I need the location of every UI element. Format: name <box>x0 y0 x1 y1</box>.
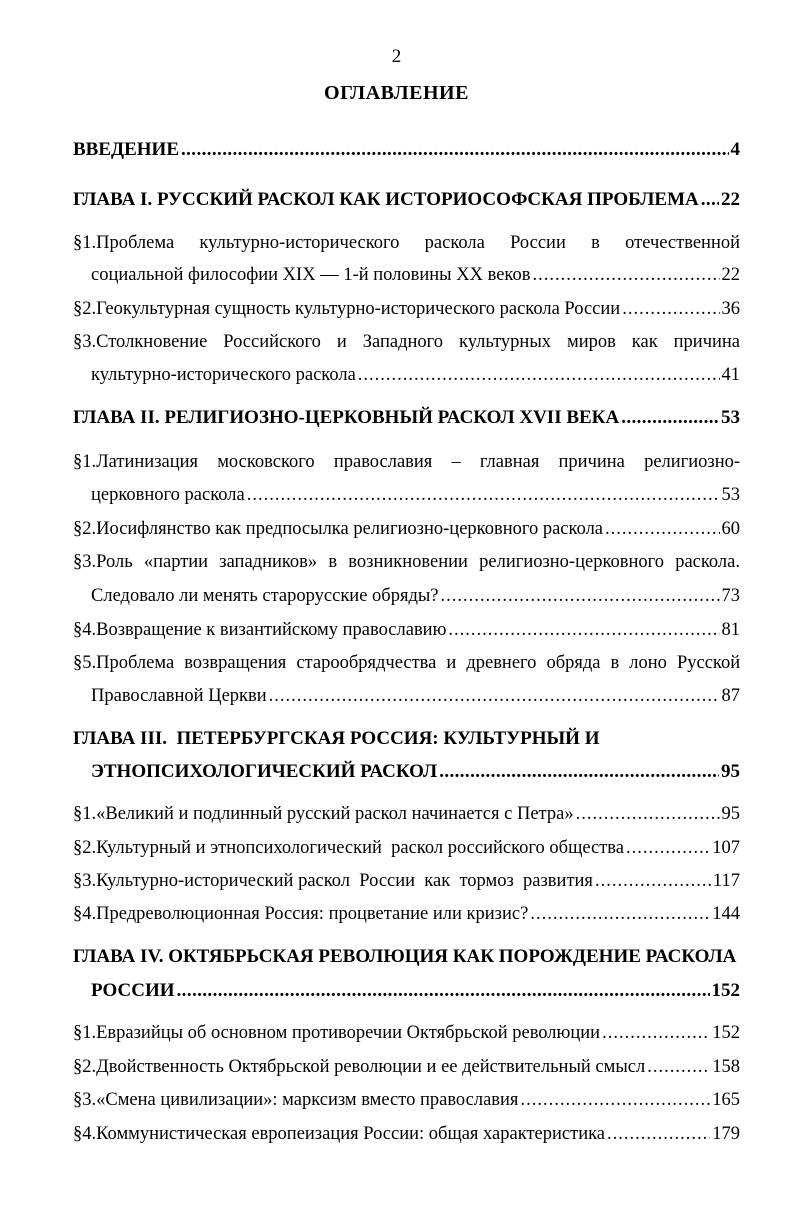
dot-leader <box>358 361 720 389</box>
toc-entry-title: церковного раскола <box>91 485 245 505</box>
toc-entry-ch2-s1-line1[interactable]: §1.Латинизация московского православия – главная причина религиозно- <box>73 452 741 472</box>
dot-leader <box>448 616 719 644</box>
dot-leader <box>605 515 719 543</box>
toc-entry-page: 152 <box>711 980 740 1001</box>
toc-entry-ch1-s1-line2[interactable] <box>91 261 740 289</box>
dot-leader <box>181 136 729 164</box>
toc-entry-ch4-s1[interactable] <box>73 1019 740 1047</box>
toc-entry-title: §4.Предреволюционная Россия: процветание или кризис? <box>73 904 529 924</box>
toc-entry-page: 158 <box>712 1057 740 1077</box>
toc-entry-ch2-s4[interactable] <box>73 616 740 644</box>
toc-entry-ch2-s5-line1[interactable]: §5.Проблема возвращения старообрядчества и древнего обряда в лоно Русской <box>73 653 741 673</box>
toc-entry-page: 152 <box>712 1023 740 1043</box>
toc-entry-ch2-s1-line2[interactable] <box>91 481 740 509</box>
toc-entry-page: 53 <box>721 485 740 505</box>
toc-entry-chapter-3-line2[interactable] <box>91 758 740 786</box>
dot-leader <box>532 261 719 289</box>
toc-entry-ch2-s3-line2[interactable] <box>91 582 740 610</box>
toc-entry-page: 22 <box>721 265 740 285</box>
dot-leader <box>607 1120 710 1148</box>
toc-entry-title: ГЛАВА II. РЕЛИГИОЗНО-ЦЕРКОВНЫЙ РАСКОЛ XVII ВЕКА <box>73 407 620 428</box>
toc-entry-page: 144 <box>712 904 740 924</box>
toc-entry-chapter-3-line1[interactable] <box>73 725 740 753</box>
toc-entry-page: 22 <box>721 189 740 210</box>
toc-entry-ch1-s3-line1[interactable]: §3.Столкновение Российского и Западного культурных миров как причина <box>73 332 741 352</box>
toc-entry-page: 53 <box>721 407 740 428</box>
toc-entry-ch3-s3[interactable] <box>73 867 740 895</box>
toc-entry-page: 95 <box>721 761 740 782</box>
toc-entry-page: 165 <box>712 1090 740 1110</box>
toc-entry-title: культурно-исторического раскола <box>91 365 356 385</box>
toc-entry-page: 95 <box>721 804 740 824</box>
dot-leader <box>520 1086 710 1114</box>
toc-entry-title: ГЛАВА IV. ОКТЯБРЬСКАЯ РЕВОЛЮЦИЯ КАК ПОРОЖДЕНИЕ РАСКОЛА <box>73 946 737 967</box>
toc-entry-ch2-s2[interactable] <box>73 515 740 543</box>
page-number: 2 <box>391 46 402 67</box>
toc-entry-page: 73 <box>721 586 740 606</box>
toc-entry-chapter-4-line2[interactable] <box>91 977 740 1005</box>
toc-entry-ch1-s3-line2[interactable] <box>91 361 740 389</box>
dot-leader <box>530 900 710 928</box>
toc-entry-ch2-s5-line2[interactable] <box>91 682 740 710</box>
dot-leader <box>622 295 719 323</box>
toc-entry-title: §1.Евразийцы об основном противоречии Октябрьской революции <box>73 1023 601 1043</box>
toc-entry-title: §3.«Смена цивилизации»: марксизм вместо православия <box>73 1090 519 1110</box>
toc-entry-ch3-s2[interactable] <box>73 834 740 862</box>
toc-entry-title: §4.Возвращение к византийскому православию <box>73 620 447 640</box>
dot-leader <box>602 1019 710 1047</box>
toc-entry-ch2-s3-line1[interactable]: §3.Роль «партии западников» в возникновении религиозно-церковного раскола. <box>73 552 740 572</box>
toc-entry-ch3-s4[interactable] <box>73 900 740 928</box>
toc-entry-title: §3.Культурно-исторический раскол России как тормоз развития <box>73 871 593 891</box>
toc-entry-introduction[interactable] <box>73 136 740 164</box>
toc-entry-title: социальной философии XIX — 1-й половины XX веков <box>91 265 531 285</box>
dot-leader <box>441 582 720 610</box>
dot-leader <box>439 758 719 786</box>
toc-entry-ch4-s4[interactable] <box>73 1120 740 1148</box>
dot-leader <box>701 186 719 214</box>
toc-entry-title: §2.Геокультурная сущность культурно-исторического раскола России <box>73 299 621 319</box>
toc-entry-chapter-1[interactable] <box>73 186 740 214</box>
toc-entry-title: ВВЕДЕНИЕ <box>73 139 179 160</box>
toc-entry-page: 60 <box>721 519 740 539</box>
toc-entry-ch1-s2[interactable] <box>73 295 740 323</box>
toc-entry-title: ЭТНОПСИХОЛОГИЧЕСКИЙ РАСКОЛ <box>91 761 438 782</box>
dot-leader <box>647 1053 710 1081</box>
toc-entry-ch4-s2[interactable] <box>73 1053 740 1081</box>
dot-leader <box>247 481 720 509</box>
toc-entry-title: §1.«Великий и подлинный русский раскол начинается с Петра» <box>73 804 574 824</box>
toc-entry-page: 81 <box>721 620 740 640</box>
toc-entry-ch4-s3[interactable] <box>73 1086 740 1114</box>
toc-entry-title: Следовало ли менять старорусские обряды? <box>91 586 439 606</box>
dot-leader <box>177 977 710 1005</box>
toc-entry-title: ГЛАВА I. РУССКИЙ РАСКОЛ КАК ИСТОРИОСОФСКАЯ ПРОБЛЕМА <box>73 189 699 210</box>
toc-entry-page: 41 <box>721 365 740 385</box>
toc-entry-title: §4.Коммунистическая европеизация России: общая характеристика <box>73 1124 606 1144</box>
dot-leader <box>576 800 720 828</box>
toc-entry-chapter-4-line1[interactable] <box>73 943 740 971</box>
dot-leader <box>621 404 719 432</box>
toc-entry-title: РОССИИ <box>91 980 175 1001</box>
dot-leader <box>269 682 720 710</box>
toc-entry-title: ГЛАВА III. ПЕТЕРБУРГСКАЯ РОССИЯ: КУЛЬТУРНЫЙ И <box>73 728 600 749</box>
toc-entry-chapter-2[interactable] <box>73 404 740 432</box>
toc-entry-ch1-s1-line1[interactable]: §1.Проблема культурно-исторического раскола России в отечественной <box>73 233 741 253</box>
toc-entry-title: §2.Иосифлянство как предпосылка религиозно-церковного раскола <box>73 519 604 539</box>
toc-entry-page: 107 <box>712 838 740 858</box>
toc-entry-title: §2.Культурный и этнопсихологический раскол российского общества <box>73 838 624 858</box>
toc-entry-page: 87 <box>721 686 740 706</box>
page-title: ОГЛАВЛЕНИЕ <box>324 82 469 104</box>
dot-leader <box>626 834 710 862</box>
toc-entry-page: 36 <box>721 299 740 319</box>
toc-entry-page: 117 <box>712 871 740 891</box>
toc-entry-ch3-s1[interactable] <box>73 800 740 828</box>
toc-entry-page: 179 <box>712 1124 740 1144</box>
toc-entry-title: §2.Двойственность Октябрьской революции и ее действительный смысл <box>73 1057 646 1077</box>
toc-entry-title: Православной Церкви <box>91 686 267 706</box>
toc-entry-page: 4 <box>730 139 740 160</box>
dot-leader <box>595 867 711 895</box>
